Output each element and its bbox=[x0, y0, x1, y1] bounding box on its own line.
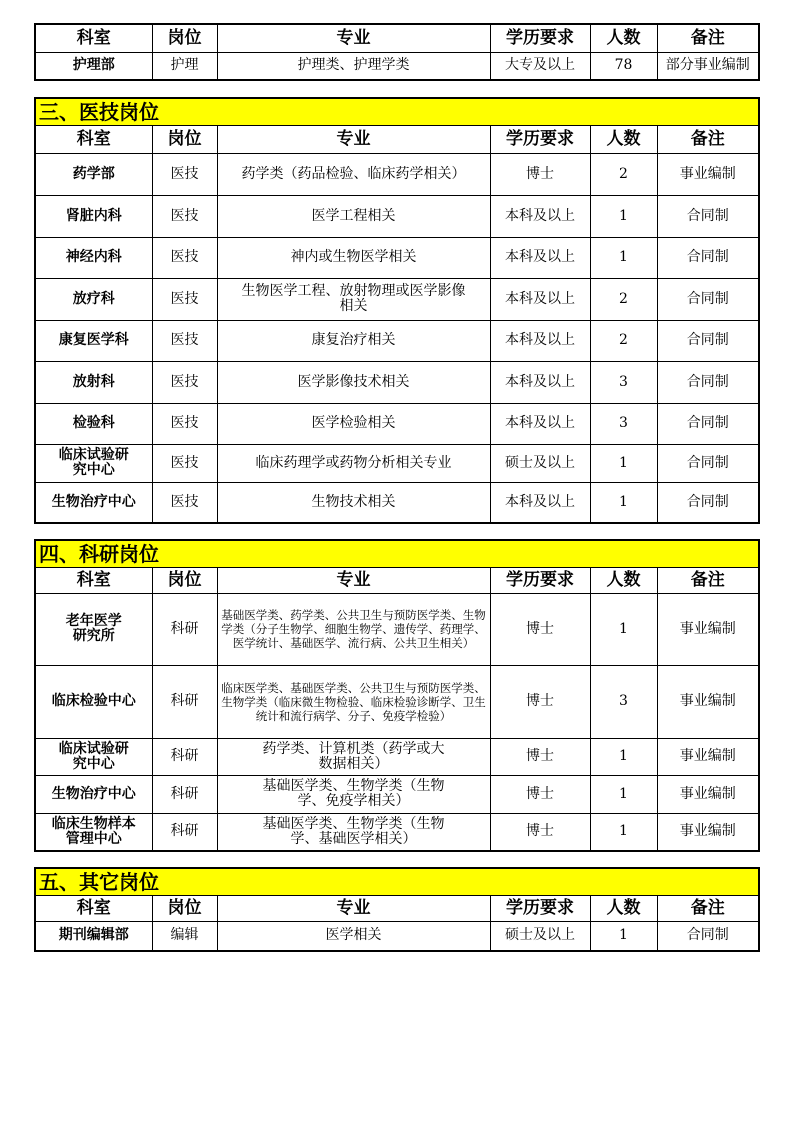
table-row bbox=[35, 195, 759, 237]
table-header bbox=[35, 567, 759, 593]
cell-count: 1 bbox=[590, 237, 657, 278]
cell-count: 1 bbox=[590, 593, 657, 665]
cell-edu: 本科及以上 bbox=[490, 361, 590, 403]
cell-dept: 临床检验中心 bbox=[35, 665, 152, 738]
cell-note: 事业编制 bbox=[657, 153, 759, 195]
table-row bbox=[35, 665, 759, 738]
research-table bbox=[34, 539, 760, 852]
cell-major: 生物技术相关 bbox=[217, 482, 490, 523]
cell-major: 基础医学类、药学类、公共卫生与预防医学类、生物学类（分子生物学、细胞生物学、遗传学、药理学、医学统计、基础医学、流行病、公共卫生相关） bbox=[217, 593, 490, 665]
cell-note: 合同制 bbox=[657, 361, 759, 403]
cell-count: 2 bbox=[590, 320, 657, 361]
header-note: 备注 bbox=[657, 24, 759, 52]
cell-note: 合同制 bbox=[657, 320, 759, 361]
header-count: 人数 bbox=[590, 125, 657, 153]
cell-dept: 神经内科 bbox=[35, 237, 152, 278]
cell-edu: 博士 bbox=[490, 813, 590, 851]
cell-major: 护理类、护理学类 bbox=[217, 52, 490, 80]
cell-dept: 护理部 bbox=[35, 52, 152, 80]
table-row bbox=[35, 482, 759, 523]
cell-post: 医技 bbox=[152, 278, 217, 320]
cell-major: 医学相关 bbox=[217, 921, 490, 951]
cell-count: 3 bbox=[590, 665, 657, 738]
table-row bbox=[35, 738, 759, 775]
header-major: 专业 bbox=[217, 125, 490, 153]
cell-count: 1 bbox=[590, 921, 657, 951]
cell-edu: 本科及以上 bbox=[490, 278, 590, 320]
header-edu: 学历要求 bbox=[490, 895, 590, 921]
section-title-other: 五、其它岗位 bbox=[35, 868, 759, 895]
cell-major: 临床医学类、基础医学类、公共卫生与预防医学类、生物学类（临床微生物检验、临床检验诊断学、卫生统计和流行病学、分子、免疫学检验） bbox=[217, 665, 490, 738]
cell-major: 医学检验相关 bbox=[217, 403, 490, 444]
cell-major: 医学影像技术相关 bbox=[217, 361, 490, 403]
cell-dept: 肾脏内科 bbox=[35, 195, 152, 237]
cell-post: 医技 bbox=[152, 195, 217, 237]
cell-edu: 博士 bbox=[490, 775, 590, 813]
cell-edu: 本科及以上 bbox=[490, 237, 590, 278]
table-row bbox=[35, 444, 759, 482]
cell-count: 1 bbox=[590, 444, 657, 482]
cell-edu: 本科及以上 bbox=[490, 195, 590, 237]
cell-post: 科研 bbox=[152, 738, 217, 775]
table-row bbox=[35, 813, 759, 851]
cell-count: 78 bbox=[590, 52, 657, 80]
cell-note: 合同制 bbox=[657, 195, 759, 237]
table-row bbox=[35, 921, 759, 951]
cell-edu: 本科及以上 bbox=[490, 482, 590, 523]
cell-edu: 硕士及以上 bbox=[490, 444, 590, 482]
cell-count: 1 bbox=[590, 738, 657, 775]
header-major: 专业 bbox=[217, 567, 490, 593]
cell-major: 医学工程相关 bbox=[217, 195, 490, 237]
cell-note: 部分事业编制 bbox=[657, 52, 759, 80]
cell-edu: 博士 bbox=[490, 738, 590, 775]
cell-note: 合同制 bbox=[657, 237, 759, 278]
table-row bbox=[35, 237, 759, 278]
cell-post: 科研 bbox=[152, 593, 217, 665]
cell-dept: 检验科 bbox=[35, 403, 152, 444]
table-header bbox=[35, 895, 759, 921]
cell-count: 3 bbox=[590, 361, 657, 403]
table-row bbox=[35, 52, 759, 80]
cell-major: 药学类（药品检验、临床药学相关） bbox=[217, 153, 490, 195]
cell-post: 医技 bbox=[152, 482, 217, 523]
cell-major: 基础医学类、生物学类（生物学、基础医学相关） bbox=[217, 813, 490, 851]
cell-dept: 临床试验研究中心 bbox=[35, 738, 152, 775]
cell-count: 2 bbox=[590, 278, 657, 320]
cell-dept: 放疗科 bbox=[35, 278, 152, 320]
header-post: 岗位 bbox=[152, 567, 217, 593]
header-count: 人数 bbox=[590, 895, 657, 921]
cell-post: 编辑 bbox=[152, 921, 217, 951]
cell-dept: 老年医学研究所 bbox=[35, 593, 152, 665]
cell-note: 事业编制 bbox=[657, 738, 759, 775]
cell-dept: 生物治疗中心 bbox=[35, 775, 152, 813]
cell-edu: 大专及以上 bbox=[490, 52, 590, 80]
table-row bbox=[35, 775, 759, 813]
table-row bbox=[35, 361, 759, 403]
cell-edu: 博士 bbox=[490, 665, 590, 738]
cell-count: 1 bbox=[590, 813, 657, 851]
header-dept: 科室 bbox=[35, 24, 152, 52]
header-post: 岗位 bbox=[152, 125, 217, 153]
header-post: 岗位 bbox=[152, 895, 217, 921]
header-note: 备注 bbox=[657, 895, 759, 921]
cell-note: 合同制 bbox=[657, 482, 759, 523]
cell-edu: 博士 bbox=[490, 153, 590, 195]
cell-dept: 生物治疗中心 bbox=[35, 482, 152, 523]
header-dept: 科室 bbox=[35, 125, 152, 153]
table-row bbox=[35, 403, 759, 444]
cell-edu: 博士 bbox=[490, 593, 590, 665]
cell-dept: 放射科 bbox=[35, 361, 152, 403]
nursing-table bbox=[34, 23, 760, 81]
header-dept: 科室 bbox=[35, 895, 152, 921]
section-title-research: 四、科研岗位 bbox=[35, 540, 759, 567]
cell-post: 医技 bbox=[152, 153, 217, 195]
cell-note: 合同制 bbox=[657, 278, 759, 320]
header-note: 备注 bbox=[657, 567, 759, 593]
cell-note: 合同制 bbox=[657, 403, 759, 444]
cell-post: 医技 bbox=[152, 403, 217, 444]
cell-note: 合同制 bbox=[657, 921, 759, 951]
cell-post: 科研 bbox=[152, 813, 217, 851]
cell-post: 医技 bbox=[152, 320, 217, 361]
table-row bbox=[35, 320, 759, 361]
table-header bbox=[35, 24, 759, 52]
cell-major: 康复治疗相关 bbox=[217, 320, 490, 361]
medtech-table bbox=[34, 97, 760, 524]
cell-post: 医技 bbox=[152, 444, 217, 482]
cell-count: 2 bbox=[590, 153, 657, 195]
cell-dept: 临床试验研究中心 bbox=[35, 444, 152, 482]
header-note: 备注 bbox=[657, 125, 759, 153]
header-edu: 学历要求 bbox=[490, 125, 590, 153]
other-table bbox=[34, 867, 760, 952]
cell-major: 生物医学工程、放射物理或医学影像相关 bbox=[217, 278, 490, 320]
header-major: 专业 bbox=[217, 895, 490, 921]
cell-major: 临床药理学或药物分析相关专业 bbox=[217, 444, 490, 482]
cell-count: 3 bbox=[590, 403, 657, 444]
cell-post: 科研 bbox=[152, 775, 217, 813]
section-title-medtech: 三、医技岗位 bbox=[35, 98, 759, 125]
cell-note: 事业编制 bbox=[657, 593, 759, 665]
table-header bbox=[35, 125, 759, 153]
header-edu: 学历要求 bbox=[490, 24, 590, 52]
cell-major: 药学类、计算机类（药学或大数据相关） bbox=[217, 738, 490, 775]
header-post: 岗位 bbox=[152, 24, 217, 52]
header-major: 专业 bbox=[217, 24, 490, 52]
cell-dept: 期刊编辑部 bbox=[35, 921, 152, 951]
cell-edu: 本科及以上 bbox=[490, 320, 590, 361]
cell-post: 科研 bbox=[152, 665, 217, 738]
cell-note: 合同制 bbox=[657, 444, 759, 482]
cell-note: 事业编制 bbox=[657, 665, 759, 738]
cell-count: 1 bbox=[590, 482, 657, 523]
header-dept: 科室 bbox=[35, 567, 152, 593]
header-count: 人数 bbox=[590, 567, 657, 593]
table-row bbox=[35, 278, 759, 320]
cell-major: 基础医学类、生物学类（生物学、免疫学相关） bbox=[217, 775, 490, 813]
cell-count: 1 bbox=[590, 775, 657, 813]
cell-count: 1 bbox=[590, 195, 657, 237]
table-row bbox=[35, 153, 759, 195]
cell-post: 护理 bbox=[152, 52, 217, 80]
cell-post: 医技 bbox=[152, 237, 217, 278]
header-count: 人数 bbox=[590, 24, 657, 52]
cell-dept: 临床生物样本管理中心 bbox=[35, 813, 152, 851]
cell-major: 神内或生物医学相关 bbox=[217, 237, 490, 278]
table-row bbox=[35, 593, 759, 665]
header-edu: 学历要求 bbox=[490, 567, 590, 593]
cell-dept: 康复医学科 bbox=[35, 320, 152, 361]
cell-edu: 硕士及以上 bbox=[490, 921, 590, 951]
cell-note: 事业编制 bbox=[657, 813, 759, 851]
cell-note: 事业编制 bbox=[657, 775, 759, 813]
cell-post: 医技 bbox=[152, 361, 217, 403]
cell-edu: 本科及以上 bbox=[490, 403, 590, 444]
cell-dept: 药学部 bbox=[35, 153, 152, 195]
